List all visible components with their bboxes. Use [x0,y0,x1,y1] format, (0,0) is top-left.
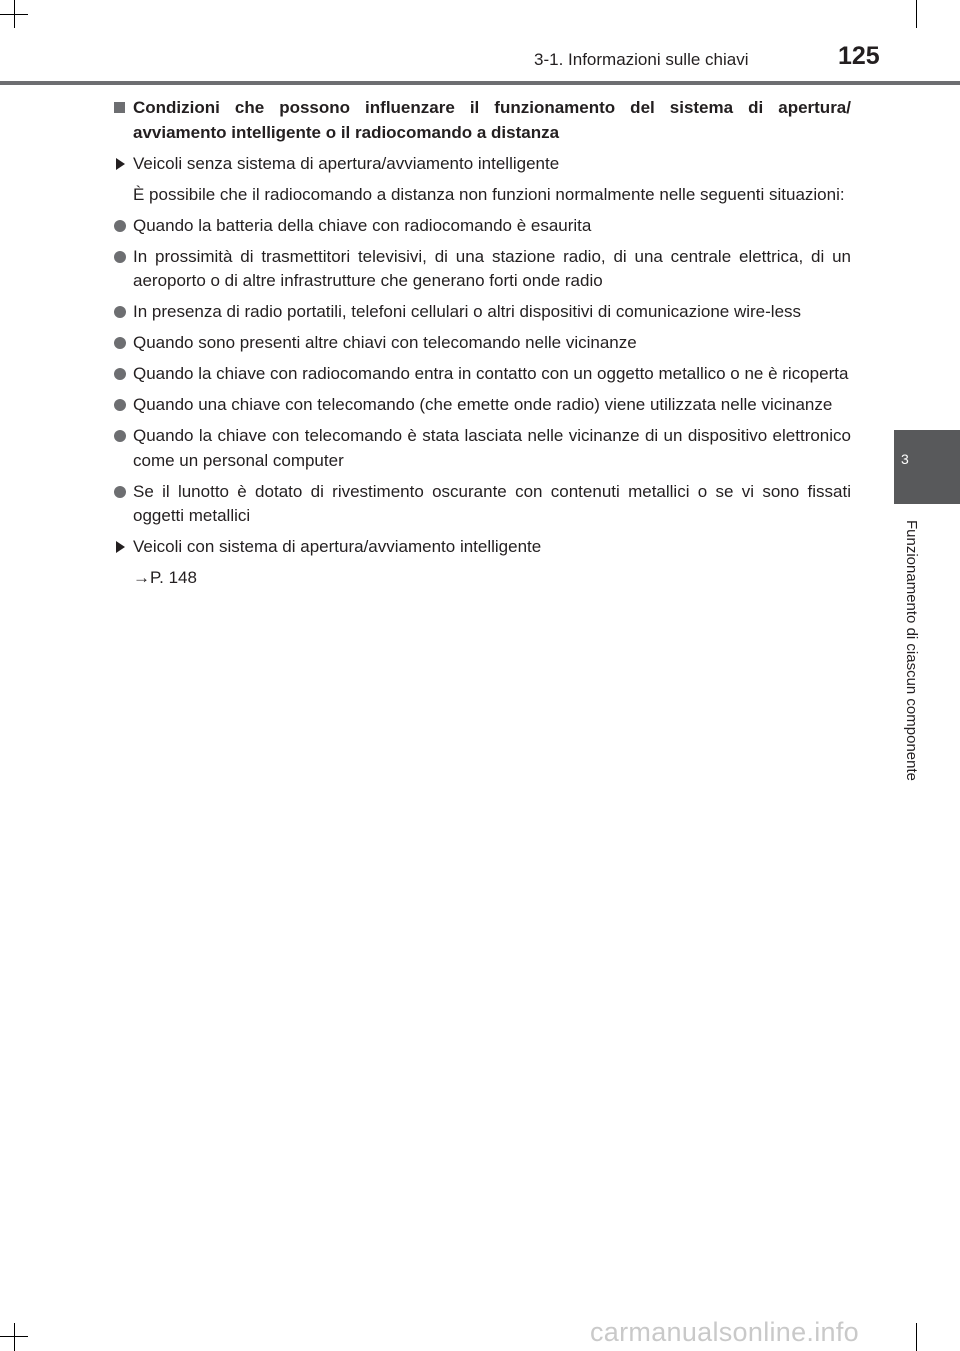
watermark: carmanualsonline.info [590,1317,859,1347]
crop-mark [916,0,917,28]
section-heading [113,96,851,145]
circle-bullet-icon [114,486,126,498]
subheading [113,152,851,177]
header-rule [0,81,960,85]
list-item [113,362,851,387]
page-content [113,96,851,597]
page-number: 125 [838,42,880,70]
section-title: 3-1. Informazioni sulle chiavi [534,50,749,69]
crop-mark [14,1323,15,1351]
list-item-text: In presenza di radio portatili, telefoni cellulari o altri dispositivi di comunicazione wire-less [133,302,802,321]
circle-bullet-icon [114,430,126,442]
circle-bullet-icon [114,220,126,232]
list-item [113,331,851,356]
list-item-text: In prossimità di trasmettitori televisivi, di una stazione radio, di una centrale elettrica, di un aeroporto o di altre infrastrutture che generano forti onde radio [133,246,851,290]
circle-bullet-icon [114,399,126,411]
list-item-text: Quando una chiave con telecomando (che emette onde radio) viene utilizzata nelle vicinanze [133,395,833,414]
page-reference[interactable] [113,566,851,591]
list-item [113,300,851,325]
list-item-text: Se il lunotto è dotato di rivestimento oscurante con contenuti metallici o se vi sono fissati oggetti metallici [133,481,851,525]
crop-mark [916,1323,917,1351]
subheading [113,535,851,560]
intro-text: È possibile che il radiocomando a distanza non funzioni normalmente nelle seguenti situazioni: [133,184,845,204]
chapter-tab [894,430,960,504]
list-item-text: Quando la batteria della chiave con radiocomando è esaurita [133,215,592,235]
subheading-text: Veicoli senza sistema di apertura/avviamento intelligente [133,153,560,173]
crop-mark [0,1336,28,1337]
list-item-text: Quando sono presenti altre chiavi con telecomando nelle vicinanze [133,333,637,352]
circle-bullet-icon [114,306,126,318]
page-reference-link[interactable]: →P. 148 [133,568,197,587]
intro-paragraph [113,183,851,208]
circle-bullet-icon [114,337,126,349]
circle-bullet-icon [114,251,126,263]
circle-bullet-icon [114,368,126,380]
list-item [113,424,851,473]
list-item [113,245,851,294]
crop-mark [14,0,15,28]
heading-text: Condizioni che possono influenzare il funzionamento del sistema di apertura/ avviamento intelligente o il radiocomando a distanza [133,98,851,142]
list-item [113,480,851,529]
triangle-bullet-icon [116,158,125,170]
chapter-title: Funzionamento di ciascun componente [903,520,920,781]
list-item-text: Quando la chiave con radiocomando entra in contatto con un oggetto metallico o ne è ricoperta [133,364,849,383]
list-item-text: Quando la chiave con telecomando è stata lasciata nelle vicinanze di un dispositivo elettronico come un personal computer [133,426,851,470]
square-bullet-icon [114,102,125,113]
list-item [113,393,851,418]
subheading-text: Veicoli con sistema di apertura/avviamento intelligente [133,537,542,556]
list-item [113,214,851,239]
chapter-number: 3 [901,451,909,467]
triangle-bullet-icon [116,541,125,553]
